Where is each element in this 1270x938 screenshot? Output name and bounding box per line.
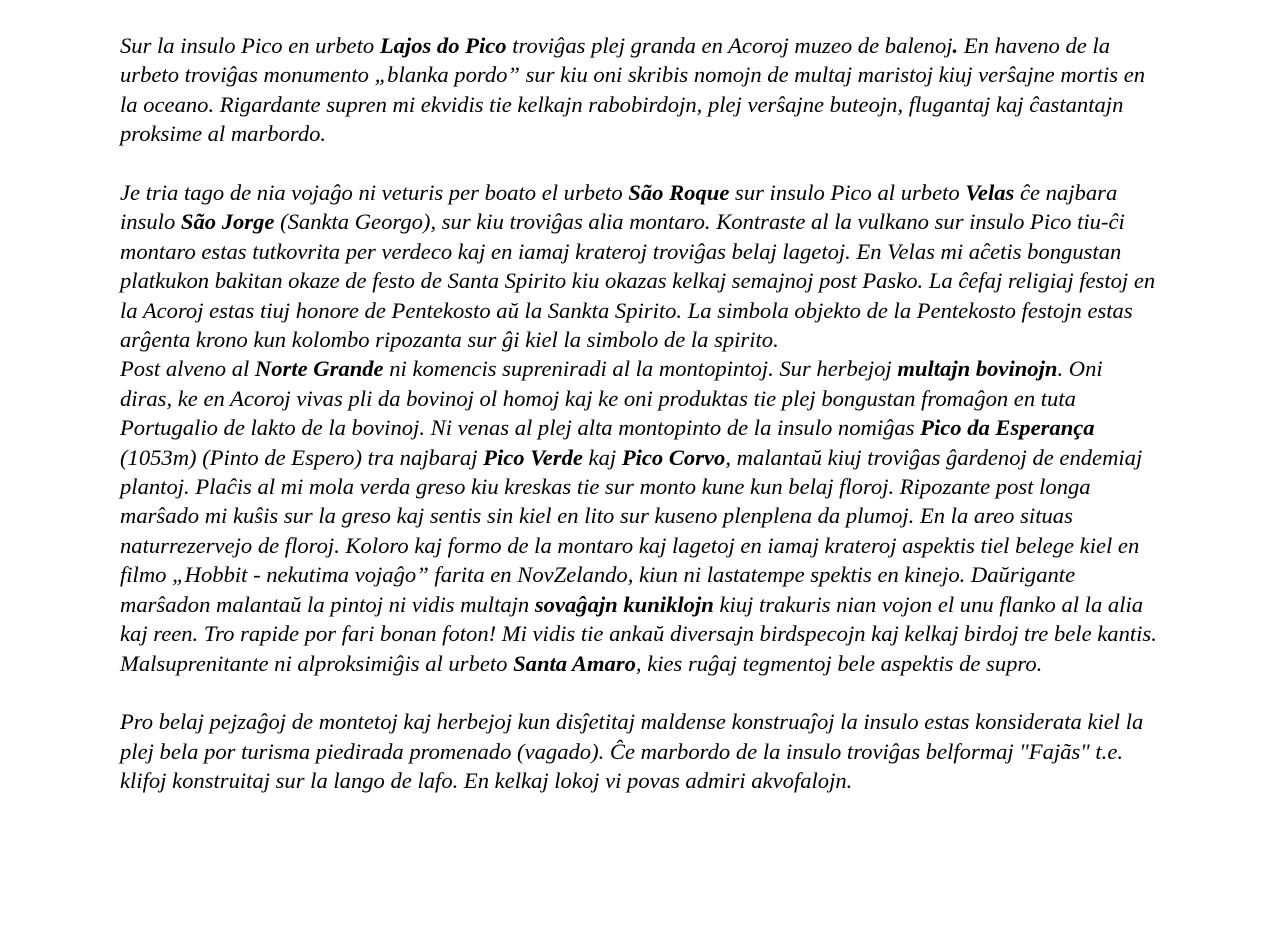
bold-text-run: Pico Corvo	[621, 444, 726, 470]
bold-text-run: São Roque	[628, 180, 730, 206]
paragraph-sao-jorge-trip	[120, 178, 1160, 354]
bold-text-run: São Jorge	[180, 209, 275, 235]
paragraph-norte-grande-hike	[120, 354, 1160, 677]
text-run: (1053m) (Pinto de Espero) tra najbaraj	[120, 444, 484, 470]
text-run: En haveno de la urbeto troviĝas monumento „blanka pordo” sur kiu oni skribis nomojn de multaj maristoj kiuj verŝajne mortis en la oceano. Rigardante supren mi ekvidis tie kelkajn rabobirdojn, plej verŝajne buteojn, flugantaj kaj ĉastantajn proksime al marbordo.	[120, 33, 1146, 147]
bold-text-run: Velas	[965, 180, 1015, 206]
text-run: Je tria tago de nia vojaĝo ni veturis per boato el urbeto	[120, 180, 629, 206]
paragraph-lajes-museum	[120, 31, 1160, 149]
bold-text-run: Santa Amaro	[513, 650, 636, 676]
text-run: ni komencis supreniradi al la montopintoj. Sur herbejoj	[383, 356, 898, 382]
bold-text-run: multajn bovinojn	[897, 356, 1058, 382]
text-run: ĉe najbara insulo	[120, 180, 1118, 235]
text-run: Sur la insulo Pico en urbeto	[120, 33, 380, 58]
text-run: sur insulo Pico al urbeto	[729, 180, 966, 206]
bold-text-run: sovaĝajn kuniklojn	[534, 591, 714, 617]
text-run: kiuj trakuris nian vojon el unu flanko al la alia kaj reen. Tro rapide por fari bonan foton! Mi vidis tie ankaŭ diversajn birdspecojn kaj kelkaj birdoj tre bele kantis. Malsuprenitante ni alproksimiĝis al urbeto	[120, 591, 1157, 676]
bold-text-run: .	[952, 33, 959, 58]
document-body	[120, 31, 1160, 796]
text-run: , kies ruĝaj tegmentoj bele aspektis de supro.	[635, 650, 1043, 676]
text-run: , malantaŭ kiuj troviĝas ĝardenoj de endemiaj plantoj. Plaĉis al mi mola verda greso kiu kreskas tie sur monto kune kun belaj floroj. Ripozante post longa marŝado mi kuŝis sur la greso kaj sentis sin kiel en lito sur kuseno plenplena da plumoj. En la areo situas naturrezervejo de floroj. Koloro kaj formo de la montaro kaj lagetoj en iamaj krateroj aspektis tiel belege kiel en filmo „Hobbit - nekutima vojaĝo” farita en NovZelando, kiun ni lastatempe spektis en kinejo. Daŭrigante marŝadon malantaŭ la pintoj ni vidis multajn	[120, 444, 1143, 617]
paragraph-island-landscape	[120, 707, 1160, 795]
bold-text-run: Lajos do Pico	[379, 33, 507, 58]
text-run: Pro belaj pejzaĝoj de montetoj kaj herbejoj kun disĵetitaj maldense konstruaĵoj la insulo estas konsiderata kiel la plej bela por turisma piedirada promenado (vagado). Ĉe marbordo de la insulo troviĝas belformaj "Fajãs" t.e. klifoj konstruitaj sur la lango de lafo. En kelkaj lokoj vi povas admiri akvofalojn.	[120, 709, 1144, 794]
bold-text-run: Pico Verde	[483, 444, 583, 470]
text-run: kaj	[582, 444, 622, 470]
text-run: troviĝas plej granda en Acoroj muzeo de balenoj	[506, 33, 953, 58]
bold-text-run: Norte Grande	[254, 356, 384, 382]
bold-text-run: Pico da Esperança	[920, 415, 1095, 441]
text-run: Post alveno al	[120, 356, 255, 382]
text-run: (Sankta Georgo), sur kiu troviĝas alia montaro. Kontraste al la vulkano sur insulo Pico tiu-ĉi montaro estas tutkovrita per verdeco kaj en iamaj krateroj troviĝas belaj lagetoj. En Velas mi aĉetis bongustan platkukon bakitan okaze de festo de Santa Spirito kiu okazas kelkaj semajnoj post Pasko. La ĉefaj religiaj festoj en la Acoroj estas tiuj honore de Pentekosto aŭ la Sankta Spirito. La simbola objekto de la Pentekosto festojn estas arĝenta krono kun kolombo ripozanta sur ĝi kiel la simbolo de la spirito.	[120, 209, 1156, 353]
text-run: . Oni diras, ke en Acoroj vivas pli da bovinoj ol homoj kaj ke oni produktas tie plej bongustan fromaĝon en tuta Portugalio de lakto de la bovinoj. Ni venas al plej alta montopinto de la insulo nomiĝas	[120, 356, 1103, 441]
paragraph-spacer	[120, 678, 1160, 707]
paragraph-spacer	[120, 149, 1160, 178]
